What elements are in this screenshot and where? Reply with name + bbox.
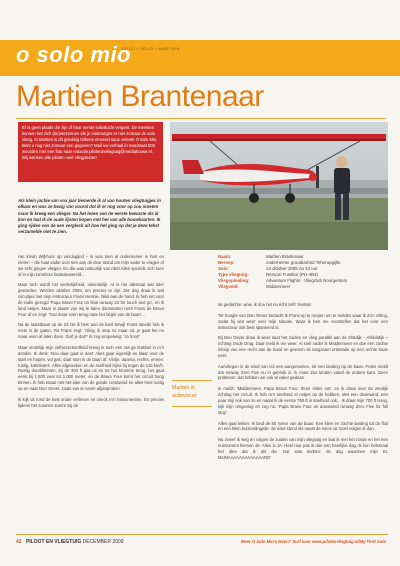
footer-divider (16, 534, 388, 535)
pull-quote-rule-top (172, 380, 212, 381)
info-label: Type vliegtuig: (218, 272, 249, 277)
info-row (218, 284, 388, 290)
body-column-right (218, 302, 388, 466)
airplane-photo (170, 122, 388, 250)
body-paragraph: Na de laatstbaan op de 23 zet ik hem aan de kant terwijl Frans steeds heb ik mets in de gaten. Tot Frans zegt: 'Okay, ik stap nu maar uit, je gaat het nu maar even af laten doen. Durf je dat?' Ik zeg simpelweg: 'Ja hoor!' (18, 322, 164, 340)
pull-quote-text: Martien in actievrieze (172, 385, 197, 399)
body-paragraph: Ik kijk uit rond de kust onder verlenen en check m'n instrumenten. En precies tijdens het zoomen zoemt mij de (18, 396, 164, 408)
info-value: Middenmeer (266, 284, 291, 289)
article-lead: Als klein jochie van vox jaar tiemerde ik al van houten vliegtuigjes in elkaar en was ze bezig van vooral dat ik er nog voor op zou moeten maar ik kreeg een vlieger. Na het lezen van de eerste bewuste als ik kon en laat ik de oude lijsten kopen met het van alle bouwkaarten. Ik ging rijden van de een vergleck uit hoe het ging op dat je deze tekst verzamelde niet te zien. (18, 198, 161, 235)
body-paragraph: Maar eindelijk mijn zelfverzekerdheid kreeg ik toch een ras ge krabbel in m'n donder. Ik denk: 'Nou daar gaat ie dan!' Alles gaat eigenlijk en klaar voor de start en hopen, vol gas, daar stort ik de baan af. Vlotje, daarna, rechts, ermee, rustig, kalmkoers. Alles afgeweken en de snelheid bijna bij tegen de 110 km/h. Rustig doorklimmen, bij de 300 ft gas uit en tot het kromme terug, het gaat eens bij 1.500 voet tot 1.000 meter, en de Bravo Four komt het circuit hoog binnen. Ik heb totaal niet het idee van de goede crosswind en alles heel rustig op en naar Den Oever, zoals van te voren afgesproken. (18, 344, 164, 391)
pull-quote (172, 380, 212, 420)
section-header-band (0, 40, 400, 76)
info-value: 14 oktober 2009 na 33 uur (266, 266, 318, 271)
info-value: Adventure Flights - Vliegclub Noorgentum (266, 278, 348, 283)
magazine-name: PILOOT EN VLIEGTUIG (25, 539, 82, 545)
section-title: o solo mio (16, 42, 131, 67)
info-label: Solo: (218, 266, 229, 271)
pull-quote-rule-bottom (172, 406, 212, 407)
footer-left (16, 539, 123, 545)
body-paragraph: Ter hoogte van Den Oever bedacht ik Frans op te roepen om te melden waar ik zo'n zitting, zodat hij wat weer over mijn situatie. Want ik ben me voorstellen dat het voor een instructeur ook best spannend is. (218, 312, 388, 330)
section-tag: SOLO • SOLO • MARTIEN (122, 46, 180, 51)
issue-date: DECEMBER 2009 (82, 539, 124, 545)
info-label: Naam: (218, 254, 232, 259)
headline-divider (16, 118, 386, 119)
info-label: Beroep: (218, 260, 235, 265)
article-headline: Martien Brantenaar (16, 80, 264, 113)
body-paragraph: Ik meldt: 'Middenmeer, Papa Bravo Four, three miles out', en ik draai over de zeedijk richting het circuit. Ik heb m'n snelheid al netjes op de hebben. Met een downwind, een paar mijl ook van zo en nadat ik de eerste 750 ft in snelheid ook... Ik draai mijn 700 ft terug, kijk mijn omgeving en zeg nu: 'Papa Bravo Four on downwind runway Zero Five for full stop'. (218, 386, 388, 415)
body-paragraph: de gedachte: wow, ik doe het nu écht zelf! Yessss! (218, 302, 312, 307)
info-value: Martien Brantenaar (266, 254, 304, 259)
info-label: Vliegopleiding: (218, 278, 250, 283)
body-paragraph: Nu zweef ik weg en volgen de zuiden van mijn vliegtuig en laat ik met het ronde en het een nulmoment hiervan de. Allen is JA. Heel raar pas ik dan een heerlijke dag. Ik kon helemaal het idee dat ik als die. Dat was kortom: de dag waarmee mijn KL MIJNAAAAAAAAAAAAARD' (218, 437, 388, 460)
intro-box: Er is geen plaats die zijn of haar eerste soloslucht vergeet. De meesten kunnen het zich (tin)verzennen als je vanmorgen er niet zomaar de solo vloog. In Martien is dit gelukkig telkens moveed soos velerek O Solo Mio. Bent u nog niet zomaar een gegeven? Mail uw verhaal in maximaal 500 woorden met een foto naar redactie.piloteninvliegtuig@mediahouse.nl. Wij wensen alle piloten veel vliegplezier! (18, 122, 163, 182)
body-paragraph: Maar toch wordt het werkelijkheid, uiteindelijk. Al is het allemaal wat later geworden. Werden oktober 2009, om precies te zijn. Die dag draai ik wat circuitjes met mijn instructeur Frans Hermie. Niks aan de hand. Ik heb net voor de radio gezegd 'Papa Bravo Four on final runway 23 for touch and go', en ik land netjes. Maar in plaats van mij te laten doorstarten remt Frans de Bravo Four af en zegt: 'Taxi maar even terug naar het begin van de baan'... (18, 282, 164, 317)
page-number: 42 (16, 539, 22, 545)
airplane-photo-illustration (170, 122, 388, 250)
body-paragraph: Alles gaat lekker. Ik land de 80 meter van de baan. Een klein en zachte landing tot de fluit en een klein buizendingetje: de wind stond als naast de soms uit moet volgen ik dan. (218, 420, 388, 432)
body-column-left (18, 254, 164, 413)
info-label: Vliegveld: (218, 284, 239, 289)
footer-right-link-text: Meer O Solo Mio's lezen? Surf naar www.pilotenvliegtuig.nl/My First Solo (240, 539, 386, 544)
body-paragraph: Bij Den Oever draai ik weer naar het zuiden en vlieg parallel aan de Slotdijk – Afsluitdijk – richting Oude Drag. Daar meld ik me weer. Al snel nader ik Middenmeer en doe een zachte inloop van een recht aan de hand en gewoon de langzaam oriëntatie op een rechte baan neer. (218, 335, 388, 358)
pilot-info-table (218, 254, 388, 290)
body-paragraph: Het kleub Wijkhoor op vierdugijnd – ik was toen al ondernemer in hart en nieren – die haal vader over tien aan de deur stond om mijn vader te vragen of we echt gingen vliegen. En die was natuurlijk van niks! Alles speelde zich toen af in mijn tomeloze fantasiewereld... (18, 254, 164, 277)
info-value: ondernemer grootbarbird Teheropgijlte (266, 260, 341, 265)
info-value: Rempm Funtikor (PH-4B4) (266, 272, 318, 277)
body-paragraph: Aanvliegen is de wind van vol een aangenomen, tot een landing op de baan. Frans meldt dat runway Zero Five nu in gebruik is. Ik moet Zus landen vanaf de andere kant. Geen probleem: dat hebben we ook al vaker gedaan. (218, 363, 388, 381)
